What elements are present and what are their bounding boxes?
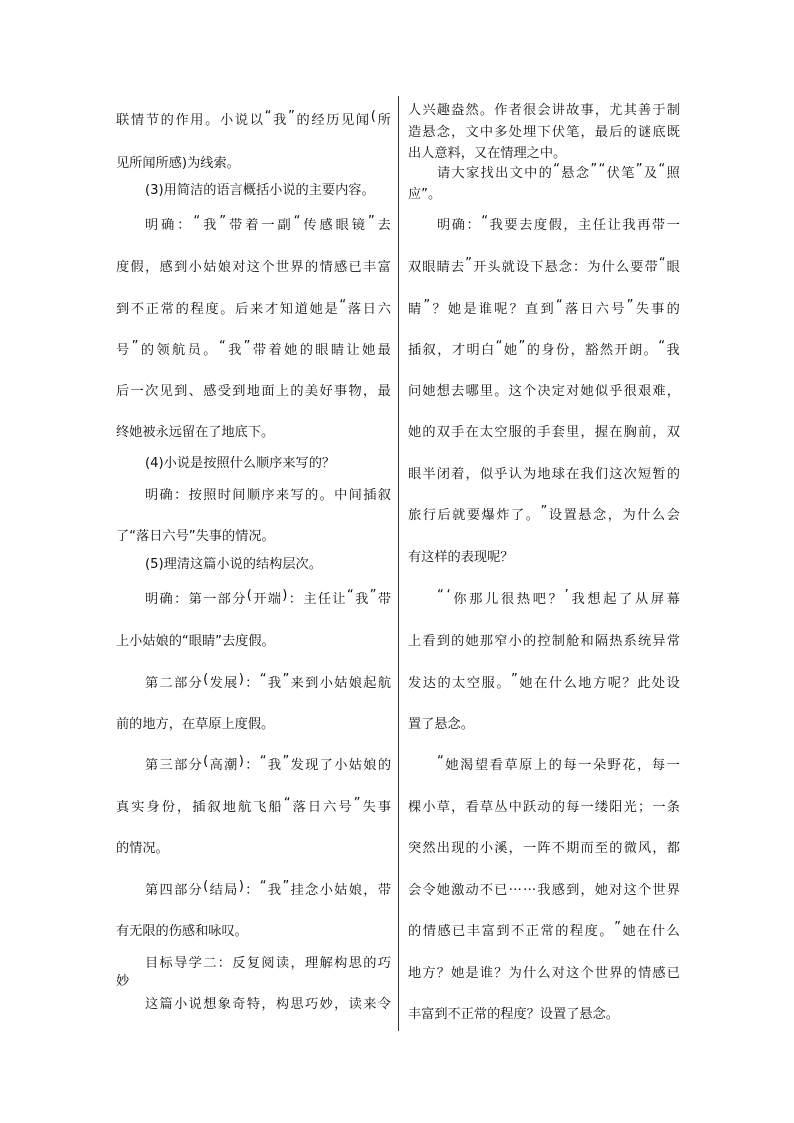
text-line: 度 假 ， 感 到 小 姑 娘 对 这 个 世 界 的 情 感 已 丰 富	[116, 260, 391, 275]
text-line: 丰富到不正常的程度？设置了悬念。	[408, 1007, 619, 1022]
text-line: 妙	[116, 974, 130, 989]
text-line: 前的地方，在草原上度假。	[116, 717, 275, 732]
text-line: 上小姑娘的“眼睛”去度假。	[116, 634, 275, 649]
text-line: 第 三 部 分 ( 高 潮 ) ： “ 我 ” 发 现 了 小 姑 娘 的	[145, 754, 391, 773]
column-divider	[398, 96, 399, 1031]
text-line: 真 实 身 份 ， 插 叙 地 航 飞 船 “ 落 日 六 号 ” 失 事	[116, 796, 391, 815]
text-line: 见所闻所感)为线索。	[116, 156, 240, 171]
text-line: “ ‘ 你 那 儿 很 热 吧 ？ ’ 我 想 起 了 从 屏 幕	[437, 588, 680, 607]
text-line: 的 情 感 已 丰 富 到 不 正 常 的 程 度 。 ” 她 在 什 么	[408, 920, 680, 939]
text-line: 有这样的表现呢？	[408, 550, 514, 565]
text-line: 了“落日六号”失事的情况。	[116, 529, 275, 544]
text-line: (4)小说是按照什么顺序来写的？	[145, 456, 336, 471]
text-line: 上 看 到 的 她 那 窄 小 的 控 制 舱 和 隔 热 系 统 异 常	[408, 634, 680, 649]
text-line: 请 大 家 找 出 文 中 的 “ 悬 念 ” “ 伏 笔 ” 及 “ 照	[437, 162, 680, 181]
text-line: 问 她 想 去 哪 里 。 这 个 决 定 对 她 似 乎 很 艰 难 ，	[408, 384, 680, 399]
text-line: 造 悬 念 ， 文 中 多 处 埋 下 伏 笔 ， 最 后 的 谜 底 既	[408, 125, 680, 140]
text-line: 眼 半 闭 着 ， 似 乎 认 为 地 球 在 我 们 这 次 短 暂 的	[408, 467, 680, 482]
text-line: 联 情 节 的 作 用 。 小 说 以 “ 我 ” 的 经 历 见 闻 ( 所	[116, 109, 391, 128]
text-line: 号 ” 的 领 航 员 。 “ 我 ” 带 着 她 的 眼 睛 让 她 最	[116, 339, 391, 358]
text-line: 明 确 ： 第 一 部 分 ( 开 端 ) ： 主 任 让 “ 我 ” 带	[145, 588, 391, 607]
text-line: 这 篇 小 说 想 象 奇 特 ， 构 思 巧 妙 ， 读 来 令	[145, 997, 391, 1012]
text-line: (3)用简洁的语言概括小说的主要内容。	[145, 183, 375, 198]
text-line: 双 眼 睛 去 ” 开 头 就 设 下 悬 念 ： 为 什 么 要 带 “ 眼	[408, 256, 680, 275]
text-line: 置了悬念。	[408, 717, 474, 732]
text-line: 旅 行 后 就 要 爆 炸 了 。 ” 设 置 悬 念 ， 为 什 么 会	[408, 504, 680, 523]
text-line: 明 确 ： 按 照 时 间 顺 序 来 写 的 。 中 间 插 叙	[145, 488, 391, 503]
text-line: 突 然 出 现 的 小 溪 ， 一 阵 不 期 而 至 的 微 风 ， 都	[408, 841, 680, 856]
text-line: 的情况。	[116, 841, 169, 856]
text-line: 她 的 双 手 在 太 空 服 的 手 套 里 ， 握 在 胸 前 ， 双	[408, 425, 680, 440]
text-line: 终她被永远留在了地底下。	[116, 425, 275, 440]
text-line: (5)理清这篇小说的结构层次。	[145, 557, 322, 572]
text-line: 后 一 次 见 到 、 感 受 到 地 面 上 的 美 好 事 物 ， 最	[116, 384, 391, 399]
text-line: 目 标 导 学 二 ： 反 复 阅 读 ， 理 解 构 思 的 巧	[145, 956, 391, 971]
text-line: 发 达 的 太 空 服 。 ” 她 在 什 么 地 方 呢 ？ 此 处 设	[408, 672, 680, 691]
text-line: 应”。	[408, 187, 442, 202]
text-line: 到 不 正 常 的 程 度 。 后 来 才 知 道 她 是 “ 落 日 六	[116, 298, 391, 317]
text-line: 插 叙 ， 才 明 白 “ 她 ” 的 身 份 ， 豁 然 开 朗 。 “ 我	[408, 339, 680, 358]
text-line: 明 确 ： “ 我 ” 带 着 一 副 “ 传 感 眼 镜 ” 去	[145, 214, 391, 233]
text-line: 棵 小 草 ， 看 草 丛 中 跃 动 的 每 一 缕 阳 光 ； 一 条	[408, 800, 680, 815]
text-line: 明 确 ： “ 我 要 去 度 假 ， 主 任 让 我 再 带 一	[437, 214, 680, 233]
text-line: 第 四 部 分 ( 结 局 ) ： “ 我 ” 挂 念 小 姑 娘 ， 带	[145, 879, 391, 898]
text-line: 地 方 ？ 她 是 谁 ？ 为 什 么 对 这 个 世 界 的 情 感 已	[408, 966, 680, 981]
text-line: 人 兴 趣 盎 然 。 作 者 很 会 讲 故 事 ， 尤 其 善 于 制	[408, 103, 680, 118]
text-line: “ 她 渴 望 看 草 原 上 的 每 一 朵 野 花 ， 每 一	[437, 754, 680, 773]
text-line: 会 令 她 激 动 不 已 … … 我 感 到 ， 她 对 这 个 世 界	[408, 879, 680, 898]
text-line: 有无限的伤感和咏叹。	[116, 924, 248, 939]
text-line: 睛 ” ？ 她 是 谁 呢 ？ 直 到 “ 落 日 六 号 ” 失 事 的	[408, 298, 680, 317]
text-line: 出人意料，又在情理之中。	[408, 146, 567, 161]
text-line: 第 二 部 分 ( 发 展 ) ： “ 我 ” 来 到 小 姑 娘 起 航	[145, 672, 391, 691]
